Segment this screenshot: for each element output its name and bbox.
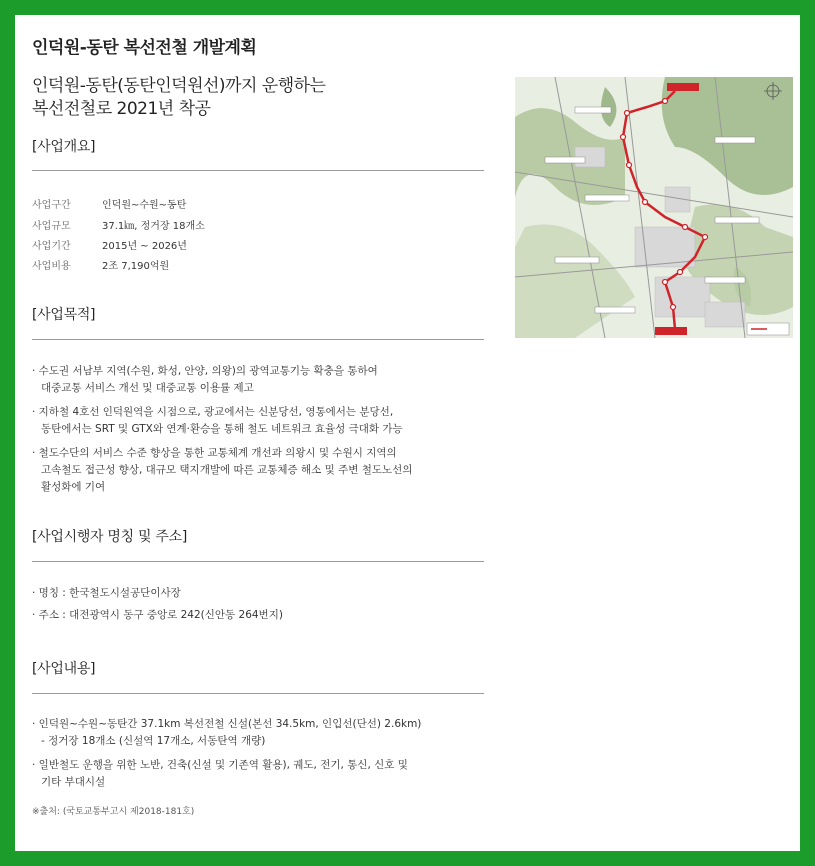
- content-item: [32, 716, 502, 750]
- source-note: ※출처: (국토교통부고시 제2018-181호): [32, 807, 195, 817]
- operator-title: [사업시행자 명칭 및 주소]: [32, 529, 188, 545]
- content-item-line: · 일반철도 운행을 위한 노반, 건축(신설 및 기존역 활용), 궤도, 전기, 통신, 신호 및: [32, 759, 408, 771]
- purpose-title: [사업목적]: [32, 307, 96, 323]
- overview-row: [32, 237, 187, 252]
- content-title: [사업내용]: [32, 661, 96, 677]
- overview-key: 사업규모: [32, 221, 71, 232]
- purpose-item-line: 대중교통 서비스 개선 및 대중교통 이용률 제고: [41, 382, 254, 394]
- purpose-item-line: 활성화에 기여: [41, 481, 106, 493]
- operator-address: · 주소 : 대전광역시 동구 중앙로 242(신안동 264번지): [32, 609, 283, 621]
- headline: [32, 75, 482, 121]
- overview-row: [32, 217, 205, 232]
- overview-key: 사업기간: [32, 241, 71, 252]
- overview-row: [32, 257, 169, 272]
- content-item-line: 기타 부대시설: [41, 776, 106, 788]
- headline-line-2: 복선전철로 2021년 착공: [32, 99, 211, 119]
- route-map-image: [515, 77, 793, 338]
- overview-value: 2조 7,190억원: [102, 261, 170, 272]
- overview-key: 사업비용: [32, 261, 71, 272]
- content-item: [32, 757, 502, 791]
- purpose-item-line: · 수도권 서남부 지역(수원, 화성, 안양, 의왕)의 광역교통기능 확충을 통하여: [32, 365, 378, 377]
- page-title: 인덕원-동탄 복선전철 개발계획: [32, 38, 257, 58]
- purpose-item-line: 동탄에서는 SRT 및 GTX와 연계·환승을 통해 철도 네트워크 효율성 극대화 가능: [41, 423, 403, 435]
- overview-value: 인덕원~수원~동탄: [102, 200, 187, 211]
- overview-key: 사업구간: [32, 200, 71, 211]
- purpose-item-line: · 철도수단의 서비스 수준 향상을 통한 교통체계 개선과 의왕시 및 수원시 지역의: [32, 447, 397, 459]
- headline-line-1: 인덕원-동탄(동탄인덕원선)까지 운행하는: [32, 76, 326, 96]
- operator-divider: [32, 561, 484, 562]
- purpose-divider: [32, 339, 484, 340]
- purpose-item-line: · 지하철 4호선 인덕원역을 시점으로, 광교에서는 신분당선, 영통에서는 분당선,: [32, 406, 394, 418]
- purpose-item: [32, 445, 502, 496]
- purpose-item-line: 고속철도 접근성 향상, 대규모 택지개발에 따른 교통체증 해소 및 주변 철도노선의: [41, 464, 413, 476]
- overview-divider: [32, 170, 484, 171]
- overview-title: [사업개요]: [32, 139, 96, 155]
- overview-value: 37.1㎞, 정거장 18개소: [102, 221, 205, 232]
- operator-name: · 명칭 : 한국철도시설공단이사장: [32, 587, 181, 599]
- purpose-item: [32, 404, 502, 438]
- content-divider: [32, 693, 484, 694]
- purpose-item: [32, 363, 502, 397]
- content-item-line: · 인덕원~수원~동탄간 37.1km 복선전철 신설(본선 34.5km, 인입선(단선) 2.6km): [32, 718, 422, 730]
- content-item-line: - 정거장 18개소 (신설역 17개소, 서동탄역 개량): [41, 735, 266, 747]
- content-area: [15, 15, 800, 851]
- overview-row: [32, 196, 186, 211]
- overview-value: 2015년 ~ 2026년: [102, 241, 187, 252]
